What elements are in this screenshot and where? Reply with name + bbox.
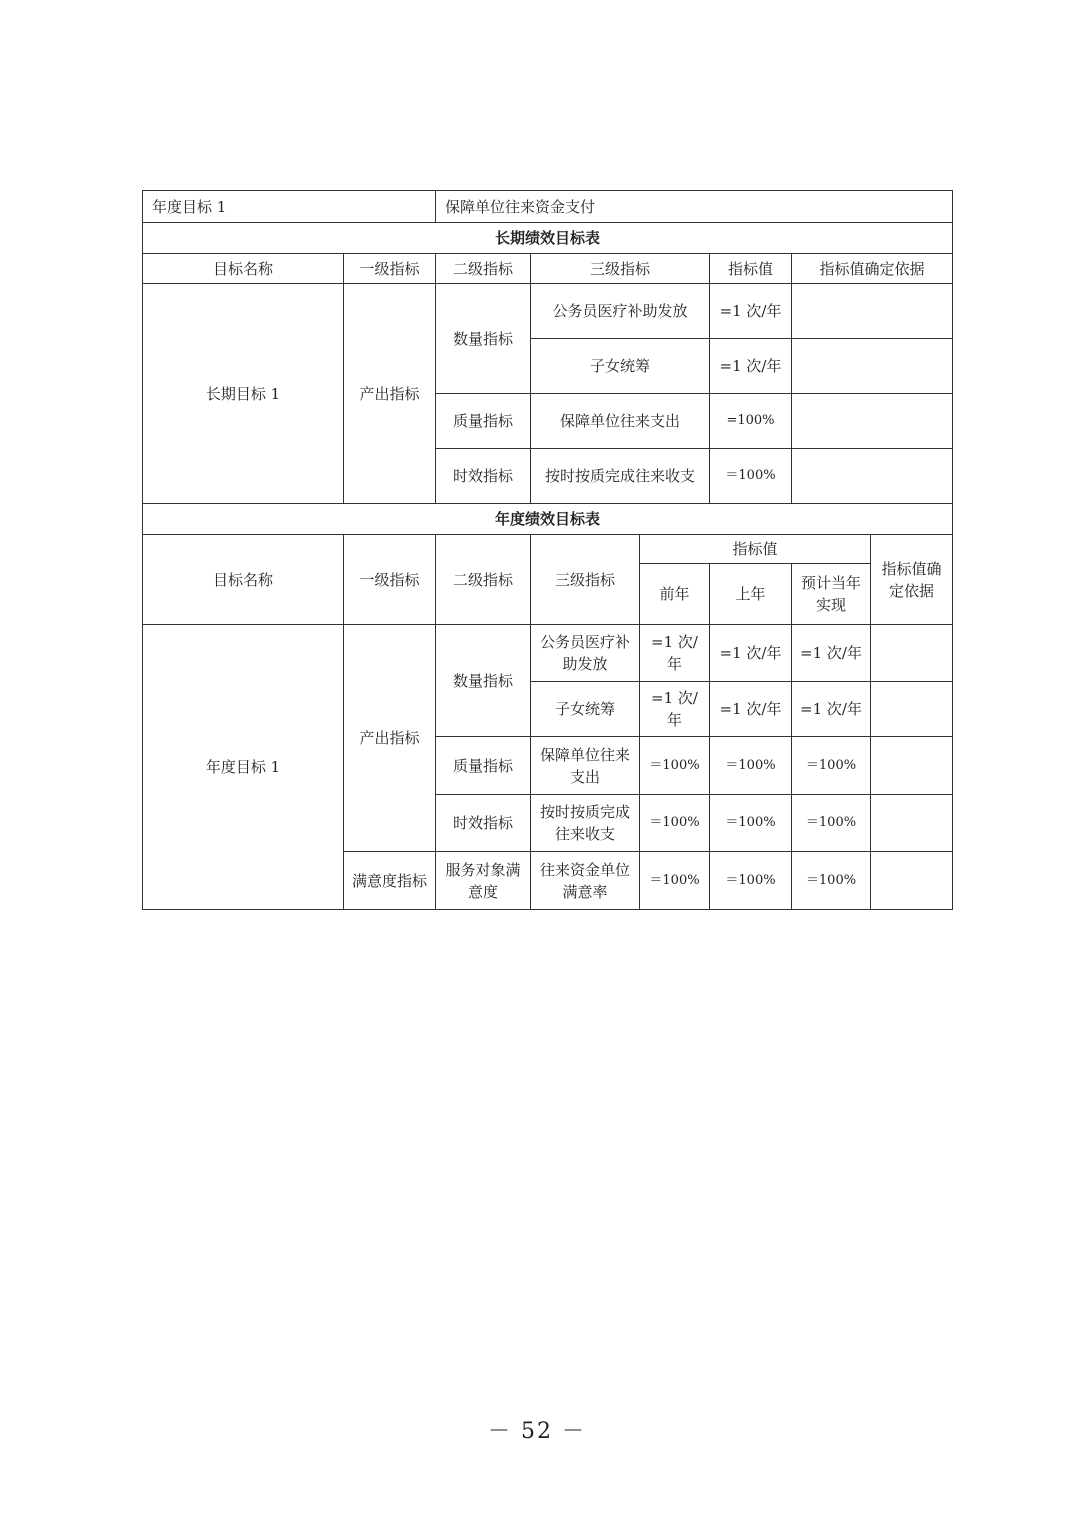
lt-header-goal: 目标名称 [143, 254, 344, 284]
an-group-quantity: 数量指标 [436, 625, 531, 737]
an-row-level3: 公务员医疗补助发放 [531, 625, 640, 682]
lt-row-basis [792, 339, 953, 394]
an-header-level2: 二级指标 [436, 535, 531, 625]
an-row-last: =1 次/年 [710, 625, 792, 682]
lt-row-level3: 公务员医疗补助发放 [531, 284, 710, 339]
an-header-prev-year: 前年 [640, 564, 710, 625]
an-level1-output: 产出指标 [344, 625, 436, 852]
an-row-prev: =1 次/年 [640, 625, 710, 682]
lt-row-level3: 按时按质完成往来收支 [531, 449, 710, 504]
page-number: － 52 － [488, 1419, 586, 1444]
an-goal: 年度目标 1 [143, 625, 344, 910]
lt-row-level3: 保障单位往来支出 [531, 394, 710, 449]
an-row-level3: 保障单位往来支出 [531, 737, 640, 795]
an-row-prev: ＝100% [640, 795, 710, 852]
an-header-value: 指标值 [640, 535, 871, 564]
an-header-goal: 目标名称 [143, 535, 344, 625]
lt-row-level3: 子女统筹 [531, 339, 710, 394]
annual-title: 年度绩效目标表 [143, 504, 953, 535]
an-row-prev: ＝100% [640, 852, 710, 910]
an-row-basis [871, 737, 953, 795]
an-row-last: ＝100% [710, 795, 792, 852]
lt-goal: 长期目标 1 [143, 284, 344, 504]
an-row-last: ＝100% [710, 852, 792, 910]
an-row-expected: =1 次/年 [792, 682, 871, 737]
performance-table [142, 190, 953, 910]
an-row-prev: ＝100% [640, 737, 710, 795]
lt-row-value: =1 次/年 [710, 284, 792, 339]
an-row-expected: ＝100% [792, 737, 871, 795]
an-row-expected: ＝100% [792, 852, 871, 910]
an-row-prev: =1 次/年 [640, 682, 710, 737]
an-group-satisfaction: 服务对象满意度 [436, 852, 531, 910]
lt-header-value: 指标值 [710, 254, 792, 284]
an-row-last: =1 次/年 [710, 682, 792, 737]
an-header-expected: 预计当年实现 [792, 564, 871, 625]
lt-group-quantity: 数量指标 [436, 284, 531, 394]
an-row-basis [871, 852, 953, 910]
an-header-level3: 三级指标 [531, 535, 640, 625]
an-row-basis [871, 682, 953, 737]
lt-row-value: ＝100% [710, 449, 792, 504]
an-header-last-year: 上年 [710, 564, 792, 625]
lt-group-quality: 质量指标 [436, 394, 531, 449]
lt-row-basis [792, 449, 953, 504]
an-row-basis [871, 795, 953, 852]
an-row-level3: 往来资金单位满意率 [531, 852, 640, 910]
an-row-level3: 子女统筹 [531, 682, 640, 737]
lt-header-level1: 一级指标 [344, 254, 436, 284]
an-header-level1: 一级指标 [344, 535, 436, 625]
an-group-timeliness: 时效指标 [436, 795, 531, 852]
lt-row-value: =1 次/年 [710, 339, 792, 394]
lt-group-timeliness: 时效指标 [436, 449, 531, 504]
lt-header-level3: 三级指标 [531, 254, 710, 284]
header-value: 保障单位往来资金支付 [436, 191, 953, 223]
an-row-basis [871, 625, 953, 682]
an-row-last: ＝100% [710, 737, 792, 795]
lt-row-value: =100% [710, 394, 792, 449]
an-row-expected: ＝100% [792, 795, 871, 852]
lt-row-basis [792, 284, 953, 339]
long-term-title: 长期绩效目标表 [143, 223, 953, 254]
header-label: 年度目标 1 [143, 191, 436, 223]
lt-level1: 产出指标 [344, 284, 436, 504]
an-row-expected: =1 次/年 [792, 625, 871, 682]
lt-row-basis [792, 394, 953, 449]
an-row-level3: 按时按质完成往来收支 [531, 795, 640, 852]
an-group-quality: 质量指标 [436, 737, 531, 795]
lt-header-level2: 二级指标 [436, 254, 531, 284]
lt-header-basis: 指标值确定依据 [792, 254, 953, 284]
an-level1-satisfaction: 满意度指标 [344, 852, 436, 910]
an-header-basis: 指标值确定依据 [871, 535, 953, 625]
